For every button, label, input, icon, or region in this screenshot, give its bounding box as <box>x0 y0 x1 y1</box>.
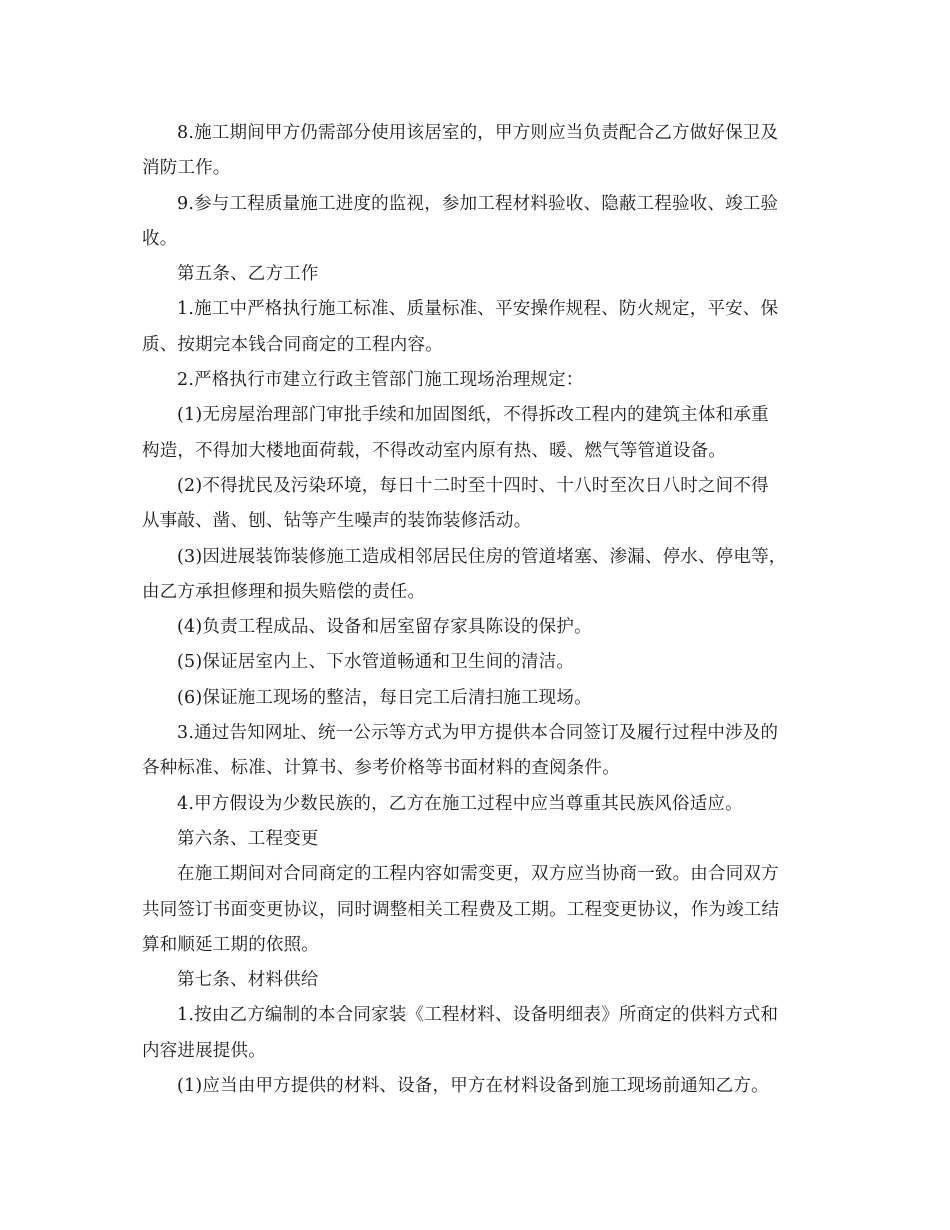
text-line: 1.按由乙方编制的本合同家装《工程材料、设备明细表》所商定的供料方式和 <box>177 1005 779 1026</box>
section-heading: 第六条、工程变更 <box>177 828 319 849</box>
text-line: 从事敲、凿、刨、钻等产生噪声的装饰装修活动。 <box>142 511 532 532</box>
text-line: (5)保证居室内上、下水管道畅通和卫生间的清洁。 <box>177 652 575 673</box>
document-page <box>142 116 812 1104</box>
text-line: 由乙方承担修理和损失赔偿的责任。 <box>142 581 426 602</box>
text-line: 9.参与工程质量施工进度的监视，参加工程材料验收、隐蔽工程验收、竣工验 <box>177 193 779 214</box>
text-line: 4.甲方假设为少数民族的，乙方在施工过程中应当尊重其民族风俗适应。 <box>177 793 743 814</box>
text-line: 内容进展提供。 <box>142 1040 266 1061</box>
text-line: (3)因进展装饰装修施工造成相邻居民住房的管道堵塞、渗漏、停水、停电等， <box>177 546 787 567</box>
text-line: 2.严格执行市建立行政主管部门施工现场治理规定： <box>177 370 584 391</box>
text-line: 各种标准、标准、计算书、参考价格等书面材料的查阅条件。 <box>142 758 620 779</box>
text-line: 算和顺延工期的依照。 <box>142 934 319 955</box>
text-line: 收。 <box>142 228 178 249</box>
text-line: (2)不得扰民及污染环境，每日十二时至十四时、十八时至次日八时之间不得 <box>177 475 769 496</box>
text-line: (4)负责工程成品、设备和居室留存家具陈设的保护。 <box>177 617 592 638</box>
text-line: (6)保证施工现场的整洁，每日完工后清扫施工现场。 <box>177 687 592 708</box>
text-line: 共同签订书面变更协议，同时调整相关工程费及工期。工程变更协议，作为竣工结 <box>142 899 780 920</box>
section-heading: 第七条、材料供给 <box>177 970 319 991</box>
text-line: 质、按期完本钱合同商定的工程内容。 <box>142 334 443 355</box>
text-line: 8.施工期间甲方仍需部分使用该居室的，甲方则应当负责配合乙方做好保卫及 <box>177 123 779 143</box>
text-line: (1)应当由甲方提供的材料、设备，甲方在材料设备到施工现场前通知乙方。 <box>177 1076 769 1097</box>
section-heading: 第五条、乙方工作 <box>177 264 319 285</box>
text-line: 消防工作。 <box>142 158 231 179</box>
text-line: 3.通过告知网址、统一公示等方式为甲方提供本合同签订及履行过程中涉及的 <box>177 723 779 744</box>
text-line: 构造，不得加大楼地面荷载，不得改动室内原有热、暖、燃气等管道设备。 <box>142 440 727 461</box>
text-line: 在施工期间对合同商定的工程内容如需变更，双方应当协商一致。由合同双方 <box>177 864 779 885</box>
text-line: 1.施工中严格执行施工标准、质量标准、平安操作规程、防火规定，平安、保 <box>177 299 779 320</box>
text-line: (1)无房屋治理部门审批手续和加固图纸，不得拆改工程内的建筑主体和承重 <box>177 405 769 426</box>
